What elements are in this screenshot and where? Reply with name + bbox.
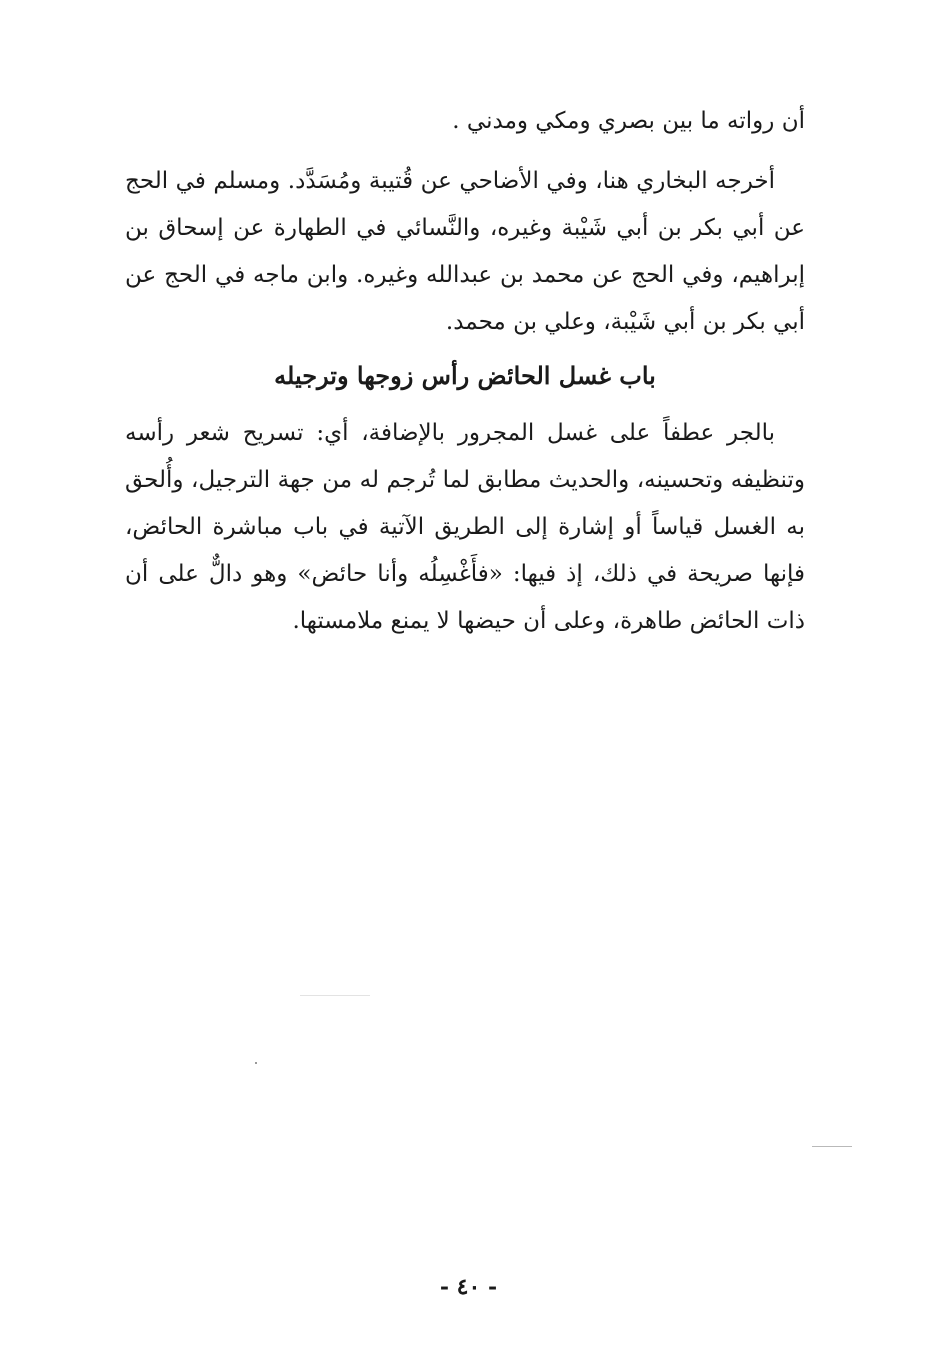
scan-speck [812, 1146, 852, 1147]
page-number: - ٤٠ - [439, 1274, 498, 1300]
paragraph-commentary: بالجر عطفاً على غسل المجرور بالإضافة، أي: تسريح شعر رأسه وتنظيفه وتحسينه، والحديث مطابق لما تُرجم له من جهة الترجيل، وأُلحق به الغسل قياساً أو إشارة إلى الطريق الآتية في باب مباشرة الحائض، فإنها صريحة في ذلك، إذ فيها: «فأَغْسِلُه وأنا حائض» وهو دالٌّ على أن ذات الحائض طاهرة، وعلى أن حيضها لا يمنع ملامستها. [125, 420, 805, 634]
chapter-heading: باب غسل الحائض رأس زوجها وترجيله [274, 361, 656, 390]
scan-speck [255, 1062, 257, 1064]
scan-speck [300, 995, 370, 996]
paragraph-takhrij: أخرجه البخاري هنا، وفي الأضاحي عن قُتيبة ومُسَدَّد. ومسلم في الحج عن أبي بكر بن أبي شَيْبة وغيره، والنَّسائي في الطهارة عن إسحاق بن إبراهيم، وفي الحج عن محمد بن عبدالله وغيره. وابن ماجه في الحج عن أبي بكر بن أبي شَيْبة، وعلي بن محمد. [125, 168, 805, 335]
paragraph-continuation: أن رواته ما بين بصري ومكي ومدني . [452, 108, 805, 134]
